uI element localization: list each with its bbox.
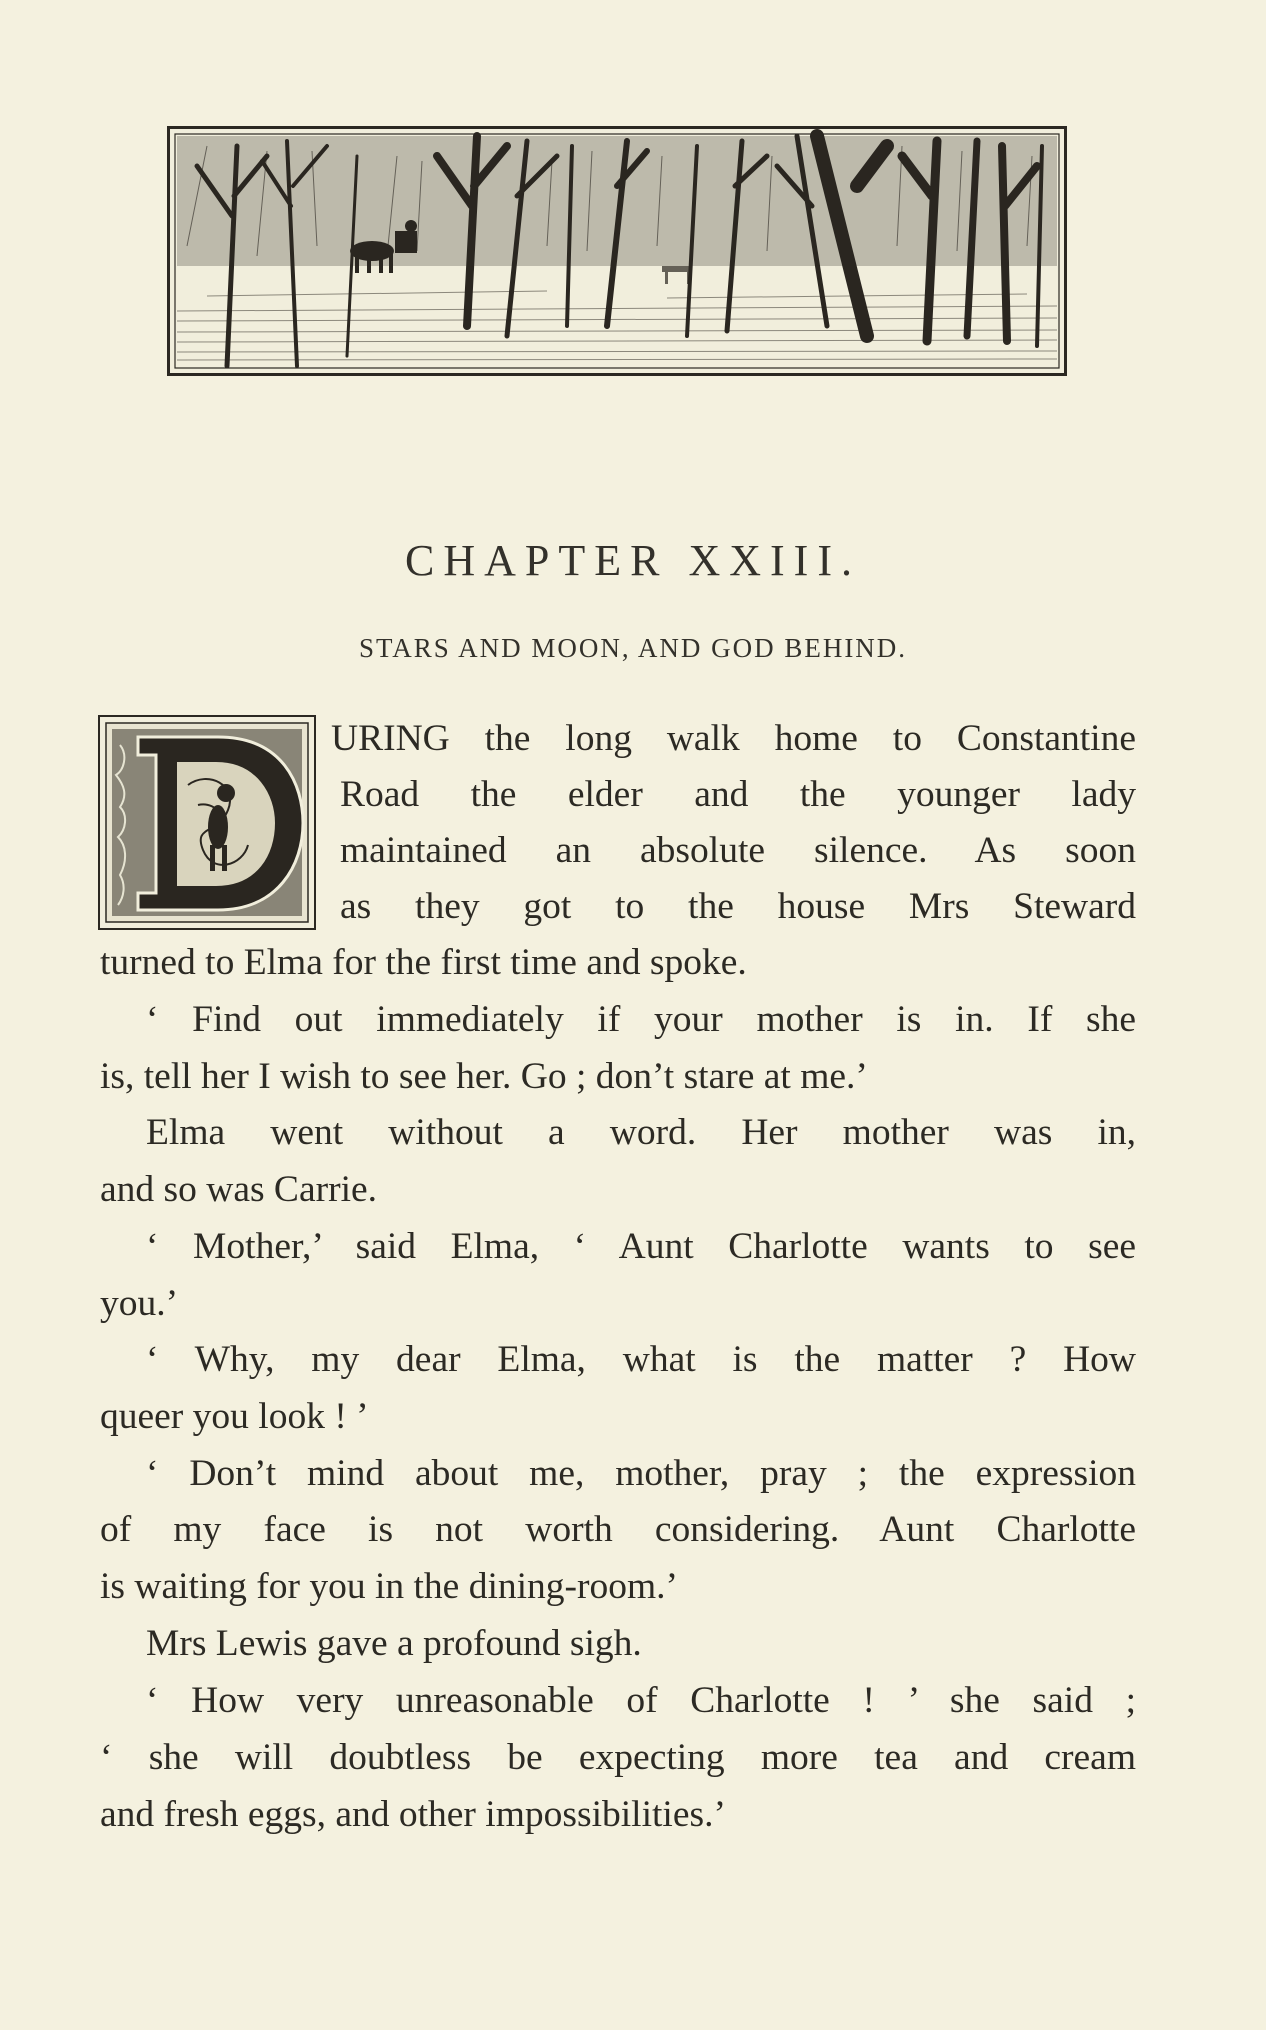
woodland-engraving [167,126,1067,376]
headpiece-illustration [167,126,1067,376]
text-line: is waiting for you in the dining-room.’ [100,1566,679,1607]
text-line: ‘ Mother,’ said Elma, ‘ Aunt Charlotte wants to see [146,1226,1136,1267]
chapter-subtitle: STARS AND MOON, AND GOD BEHIND. [358,633,908,663]
text-line: turned to Elma for the first time and spoke. [100,942,747,983]
text-line: ‘ How very unreasonable of Charlotte ! ’ she said ; [146,1680,1136,1721]
text-line: you.’ [100,1283,179,1324]
text-line: ‘ Find out immediately if your mother is in. If she [146,999,1136,1040]
text-line: and so was Carrie. [100,1169,378,1210]
text-line: of my face is not worth considering. Aunt Charlotte [100,1509,1136,1550]
chapter-title: CHAPTER XXIII. [405,536,861,585]
text-line: Elma went without a word. Her mother was in, [146,1112,1136,1153]
text-line: ‘ Why, my dear Elma, what is the matter ? How [146,1339,1136,1380]
text-line: as they got to the house Mrs Steward [340,886,1136,927]
text-line: ‘ she will doubtless be expecting more tea and cream [100,1737,1136,1778]
text-line: is, tell her I wish to see her. Go ; don’t stare at me.’ [100,1056,868,1097]
text-line: URING the long walk home to Constantine [331,718,1136,759]
text-line: Mrs Lewis gave a profound sigh. [146,1623,642,1664]
text-line: and fresh eggs, and other impossibilities.’ [100,1794,726,1835]
drop-cap-d-icon [98,715,316,930]
text-line: maintained an absolute silence. As soon [340,830,1136,871]
text-line: queer you look ! ’ [100,1396,369,1437]
drop-cap-letter: D [98,715,99,716]
text-line: ‘ Don’t mind about me, mother, pray ; the expression [146,1453,1136,1494]
drop-cap-initial [98,715,316,930]
text-line: Road the elder and the younger lady [340,774,1136,815]
